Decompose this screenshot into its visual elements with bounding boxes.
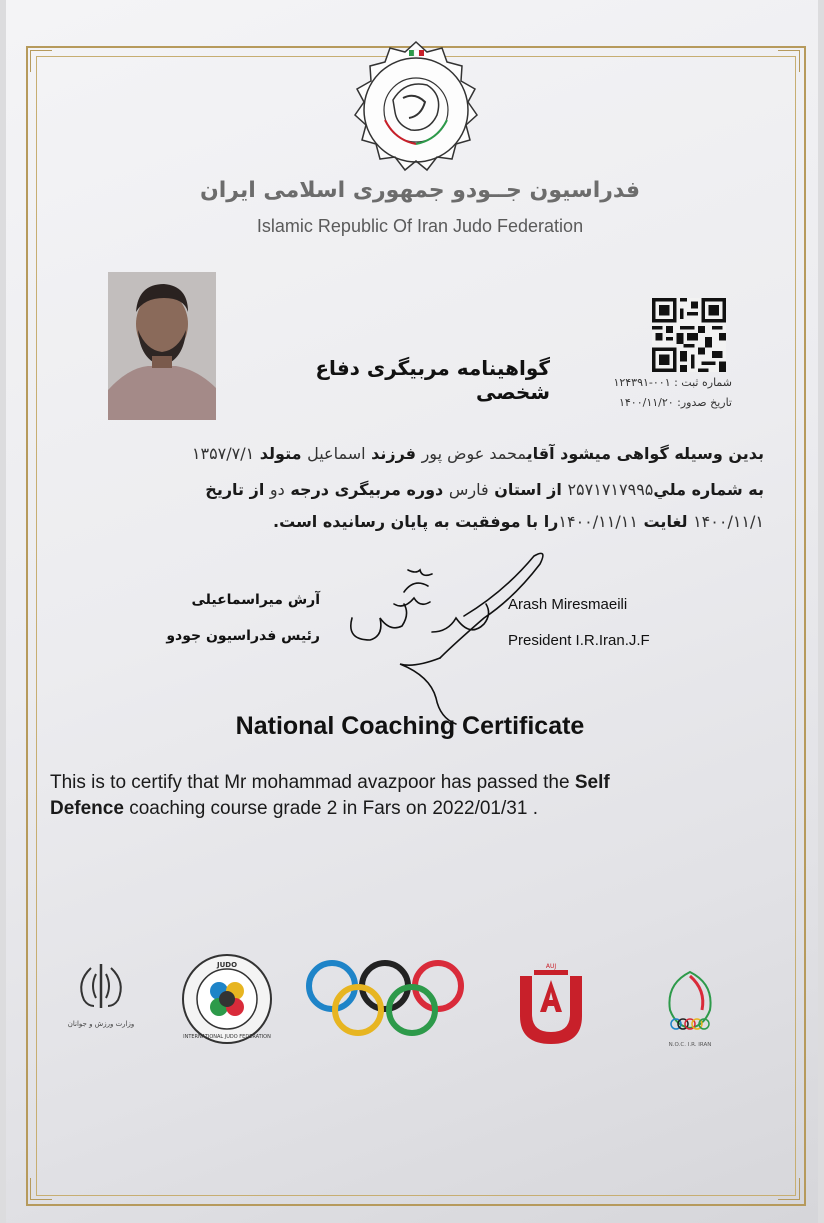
signatory-name-fa: آرش میراسماعیلی — [191, 592, 320, 608]
body-fa-line-3 — [58, 512, 764, 531]
noc-iran-logo — [652, 966, 728, 1052]
text-segment: به شماره ملي — [653, 480, 764, 499]
national-id-fa: ۲۵۷۱۷۱۷۹۹۵ — [567, 480, 654, 499]
course-name-part: Defence — [50, 798, 124, 819]
ijf-logo — [180, 952, 274, 1046]
ministry-caption: وزارت ورزش و جوانان — [67, 1020, 135, 1028]
father-name-fa: اسماعیل — [307, 444, 366, 463]
handwritten-signature — [344, 548, 554, 728]
registration-number: شماره ثبت : ۰۰۱-۱۲۴۳۹۱ — [613, 376, 732, 389]
olympic-rings-logo — [302, 958, 468, 1040]
course-name-part: Self — [574, 772, 610, 793]
asian-judo-union-logo — [514, 962, 588, 1048]
body-fa-line-1 — [58, 444, 764, 463]
auj-caption: AUJ — [545, 963, 557, 970]
border-corner — [778, 50, 800, 72]
noc-caption: N.O.C. I.R. IRAN — [668, 1042, 712, 1048]
text-segment: لغایت — [637, 512, 694, 531]
from-date-fa: ۱۴۰۰/۱۱/۱ — [693, 512, 764, 531]
federation-seal-logo — [345, 40, 487, 182]
qr-code[interactable] — [652, 298, 726, 372]
holder-photo — [108, 272, 216, 420]
border-corner — [778, 1178, 800, 1200]
to-date-fa: ۱۴۰۰/۱۱/۱۱ — [558, 512, 638, 531]
body-fa-line-2 — [58, 480, 764, 499]
text-segment: از تاریخ — [205, 480, 270, 499]
signatory-role-fa: رئیس فدراسیون جودو — [166, 628, 320, 644]
text-segment: بدین وسیله گواهی میشود آقای — [526, 444, 764, 463]
text-segment: را با موفقیت به پایان رسانیده است. — [273, 512, 559, 531]
ministry-emblem-logo — [58, 960, 144, 1036]
federation-title-fa: فدراسیون جــودو جمهوری اسلامی ایران — [199, 178, 641, 203]
signatory-name-en: Arash Miresmaeili — [508, 596, 628, 613]
svg-text:JUDO: JUDO — [216, 961, 238, 969]
text-segment: coaching course grade 2 in Fars on 2022/01/31 . — [123, 798, 538, 819]
federation-title-en: Islamic Republic Of Iran Judo Federation — [256, 216, 584, 236]
text-segment: از استان — [488, 480, 568, 499]
ijf-caption: INTERNATIONAL JUDO FEDERATION — [183, 1034, 271, 1040]
holder-name-fa: محمد عوض پور — [421, 444, 527, 463]
english-body-line-2 — [50, 798, 770, 820]
text-segment: This is to certify that Mr mohammad avazpoor has passed the — [50, 772, 575, 793]
english-certificate-title: National Coaching Certificate — [235, 712, 585, 740]
certificate-title-fa: گواهینامه مربیگری دفاع شخصی — [315, 356, 550, 404]
text-segment: فرزند — [365, 444, 422, 463]
text-segment: متولد — [254, 444, 308, 463]
province-fa: فارس — [448, 480, 489, 499]
signatory-role-en: President I.R.Iran.J.F — [508, 632, 650, 649]
border-corner — [30, 1178, 52, 1200]
birth-date-fa: ۱۳۵۷/۷/۱ — [191, 444, 255, 463]
border-corner — [30, 50, 52, 72]
text-segment: دوره مربیگری درجه — [284, 480, 449, 499]
english-body-line-1 — [50, 772, 770, 794]
grade-fa: دو — [269, 480, 285, 499]
issue-date: تاریخ صدور: ۱۴۰۰/۱۱/۲۰ — [618, 396, 732, 409]
